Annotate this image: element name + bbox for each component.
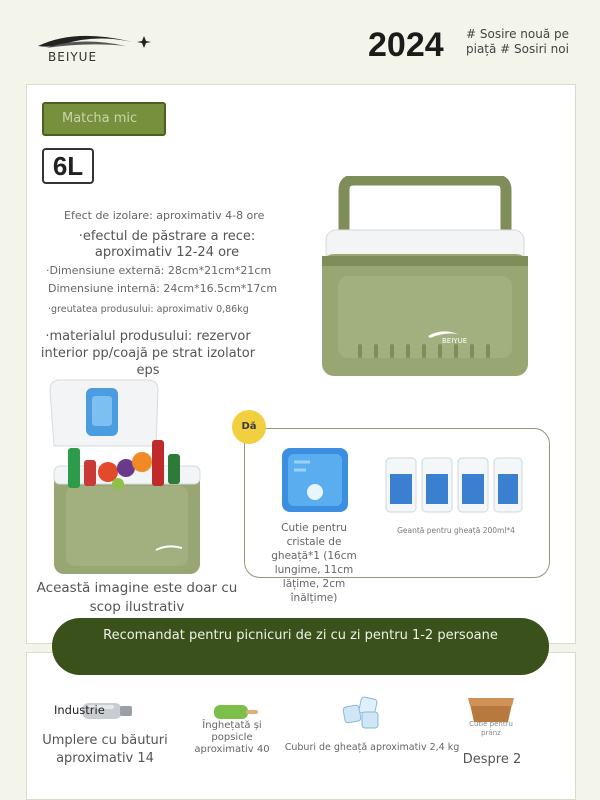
spec-material: ·materialul produsului: rezervor interior pp/coajă pe strat izolator eps [40, 329, 256, 378]
ice-box-label: Cutie pentru cristale de gheață*1 (16cm lungime, 11cm lățime, 2cm înălțime) [271, 522, 357, 604]
ice-cubes-icon [340, 692, 384, 730]
illustrative-caption: Această imagine este doar cu scop ilustrativ [36, 580, 238, 615]
ice-bags-icon [384, 452, 524, 514]
ice-bags-label: Geantă pentru gheață 200ml*4 [397, 526, 515, 535]
header [0, 0, 600, 80]
capacity-lunchbox: Despre 2 [462, 752, 522, 767]
capacity-drinks: Umplere cu băuturi aproximativ 14 [42, 733, 168, 766]
recommendation-banner: Recomandat pentru picnicuri de zi cu zi pentru 1-2 persoane [52, 618, 549, 675]
spec-external-size: ·Dimensiune externă: 28cm*21cm*21cm [46, 264, 272, 277]
cooler-closed-icon [318, 176, 532, 380]
capacity-popsicles: Înghețată și popsicle aproximativ 40 [194, 720, 270, 755]
release-year: 2024 [368, 26, 444, 64]
cooler-open-with-drinks-icon [44, 374, 204, 580]
spec-weight: ·greutatea produsului: aproximativ 0,86kg [48, 304, 249, 315]
included-badge: Dă [232, 410, 266, 444]
spec-cold-retention: ·efectul de păstrare a rece: aproximativ 12-24 ore [78, 229, 256, 260]
tagline: # Sosire nouă pe piață # Sosiri noi [466, 27, 570, 56]
popsicle-icon [212, 702, 258, 722]
brand-name: BEIYUE [48, 50, 98, 64]
lunchbox-small-label: Cutie pentru prânz [469, 720, 513, 737]
capacity-badge: 6L [42, 148, 94, 184]
capacity-ice-cubes: Cuburi de gheață aproximativ 2,4 kg [284, 742, 460, 753]
cooler-brand-mark: BEIYUE [442, 337, 468, 345]
capacity-item-label: Industrie [54, 703, 105, 717]
model-badge: Matcha mic [42, 102, 166, 136]
spec-internal-size: Dimensiune internă: 24cm*16.5cm*17cm [48, 282, 278, 295]
spec-insulation: Efect de izolare: aproximativ 4-8 ore [64, 209, 265, 222]
ice-crystal-box-icon [280, 446, 350, 514]
